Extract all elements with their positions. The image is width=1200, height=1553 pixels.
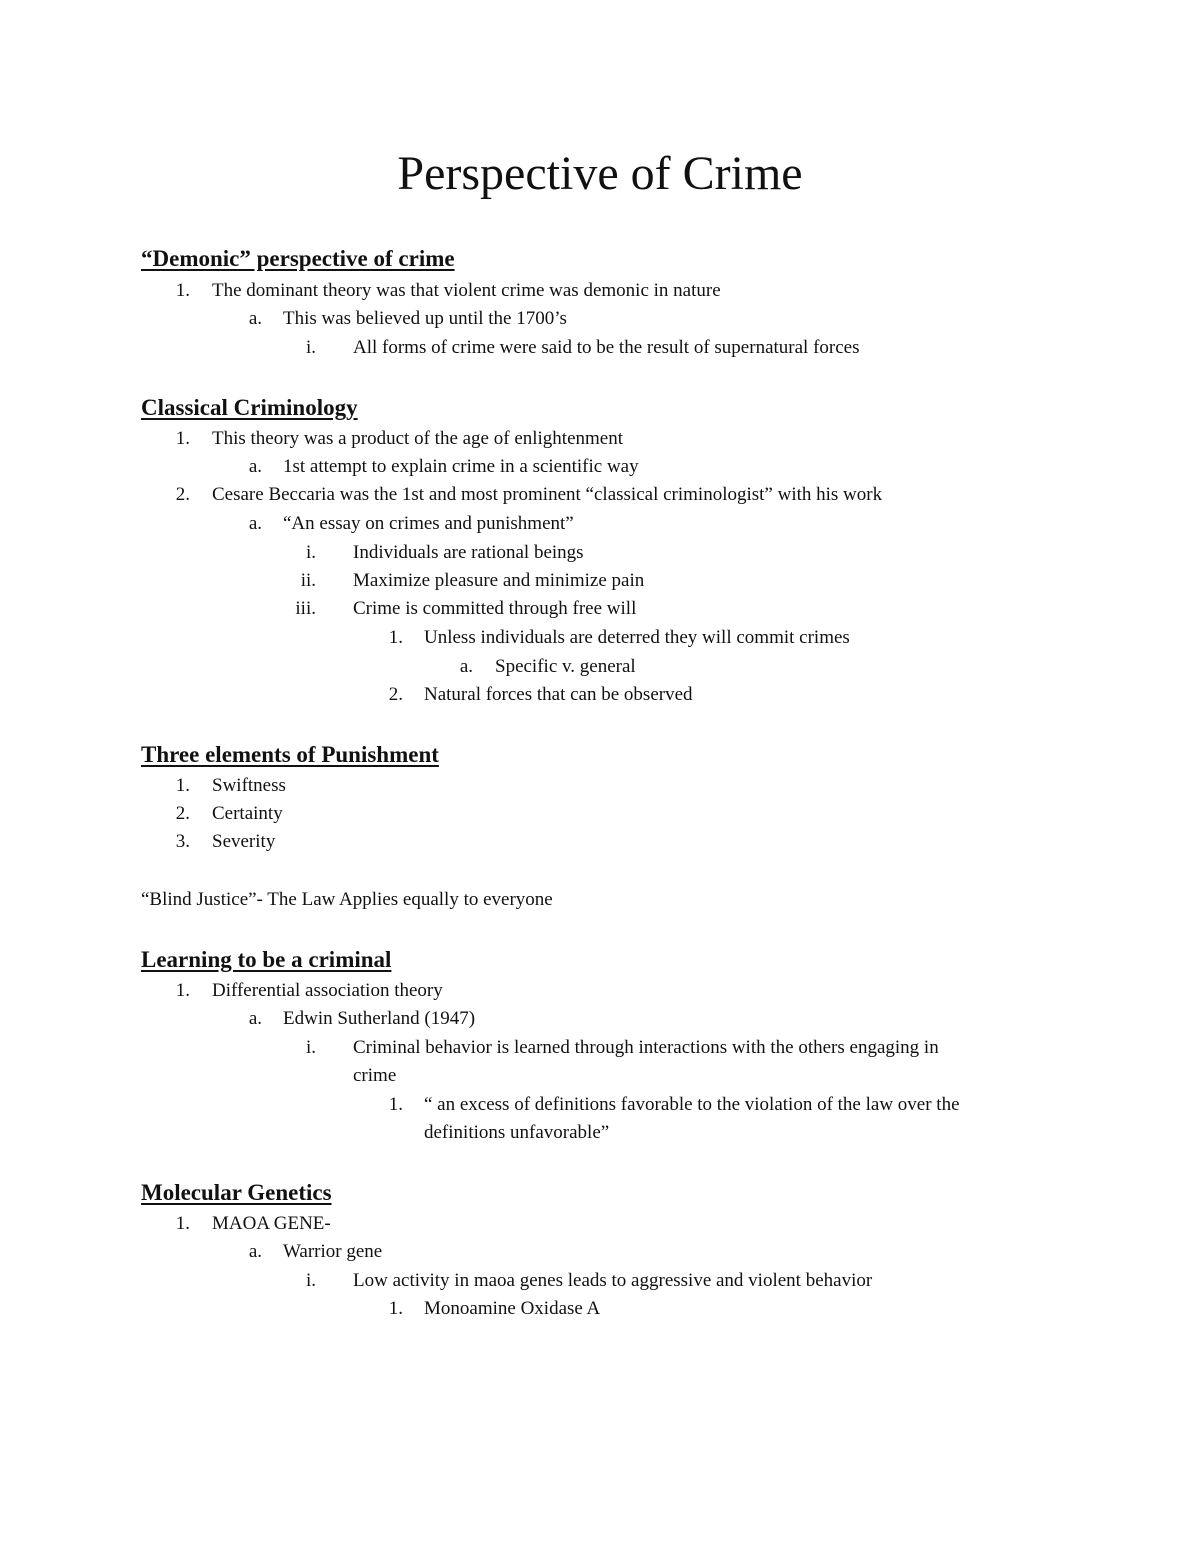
list-marker: a. (248, 308, 262, 329)
list-marker: 1. (175, 428, 190, 449)
list-item: Individuals are rational beings (353, 542, 584, 563)
list-marker: a. (248, 513, 262, 534)
section-heading-punishment: Three elements of Punishment (141, 742, 439, 767)
list-marker: 2. (175, 803, 190, 824)
list-marker: 1. (388, 1298, 403, 1319)
list-item: Cesare Beccaria was the 1st and most prominent “classical criminologist” with his work (212, 484, 883, 505)
list-item: Differential association theory (212, 980, 443, 1001)
list-item: “An essay on crimes and punishment” (283, 513, 574, 534)
list-item: Crime is committed through free will (353, 598, 637, 619)
list-item: Monoamine Oxidase A (424, 1298, 601, 1319)
list-marker: 1. (175, 280, 190, 301)
list-marker: iii. (295, 598, 316, 619)
list-item: Certainty (212, 803, 283, 824)
section-heading-learning: Learning to be a criminal (141, 947, 392, 972)
section-heading-genetics: Molecular Genetics (141, 1180, 332, 1205)
list-item: The dominant theory was that violent crime was demonic in nature (212, 280, 721, 301)
list-marker: 1. (388, 1094, 403, 1115)
list-item: Natural forces that can be observed (424, 684, 693, 705)
list-marker: 3. (175, 831, 190, 852)
list-item: Maximize pleasure and minimize pain (353, 570, 645, 591)
list-marker: 2. (388, 684, 403, 705)
list-marker: 1. (388, 627, 403, 648)
page-title: Perspective of Crime (397, 147, 803, 200)
list-marker: i. (305, 337, 316, 358)
section-heading-classical: Classical Criminology (141, 395, 358, 420)
list-marker: a. (248, 456, 262, 477)
list-item: Criminal behavior is learned through interactions with the others engaging in (353, 1037, 939, 1058)
list-item: Severity (212, 831, 276, 852)
list-item: Warrior gene (283, 1241, 383, 1262)
list-item-continuation: definitions unfavorable” (424, 1122, 610, 1143)
list-marker: a. (248, 1241, 262, 1262)
list-item: MAOA GENE- (212, 1213, 331, 1234)
list-item-continuation: crime (353, 1065, 397, 1086)
list-item: “ an excess of definitions favorable to the violation of the law over the (424, 1094, 960, 1115)
list-marker: ii. (300, 570, 316, 591)
list-item: Specific v. general (495, 656, 636, 677)
list-item: Low activity in maoa genes leads to aggressive and violent behavior (353, 1270, 873, 1291)
list-marker: 1. (175, 775, 190, 796)
blind-justice-note: “Blind Justice”- The Law Applies equally to everyone (141, 889, 553, 910)
list-marker: 1. (175, 980, 190, 1001)
list-marker: i. (305, 1037, 316, 1058)
list-marker: 2. (175, 484, 190, 505)
list-item: This theory was a product of the age of enlightenment (212, 428, 624, 449)
list-item: All forms of crime were said to be the result of supernatural forces (353, 337, 860, 358)
list-item: This was believed up until the 1700’s (283, 308, 567, 329)
list-marker: i. (305, 1270, 316, 1291)
list-item: Edwin Sutherland (1947) (283, 1008, 476, 1029)
list-marker: i. (305, 542, 316, 563)
list-marker: 1. (175, 1213, 190, 1234)
list-item: Swiftness (212, 775, 286, 796)
list-marker: a. (248, 1008, 262, 1029)
list-item: Unless individuals are deterred they will commit crimes (424, 627, 850, 648)
section-heading-demonic: “Demonic” perspective of crime (141, 246, 455, 271)
list-marker: a. (459, 656, 473, 677)
list-item: 1st attempt to explain crime in a scientific way (283, 456, 639, 477)
